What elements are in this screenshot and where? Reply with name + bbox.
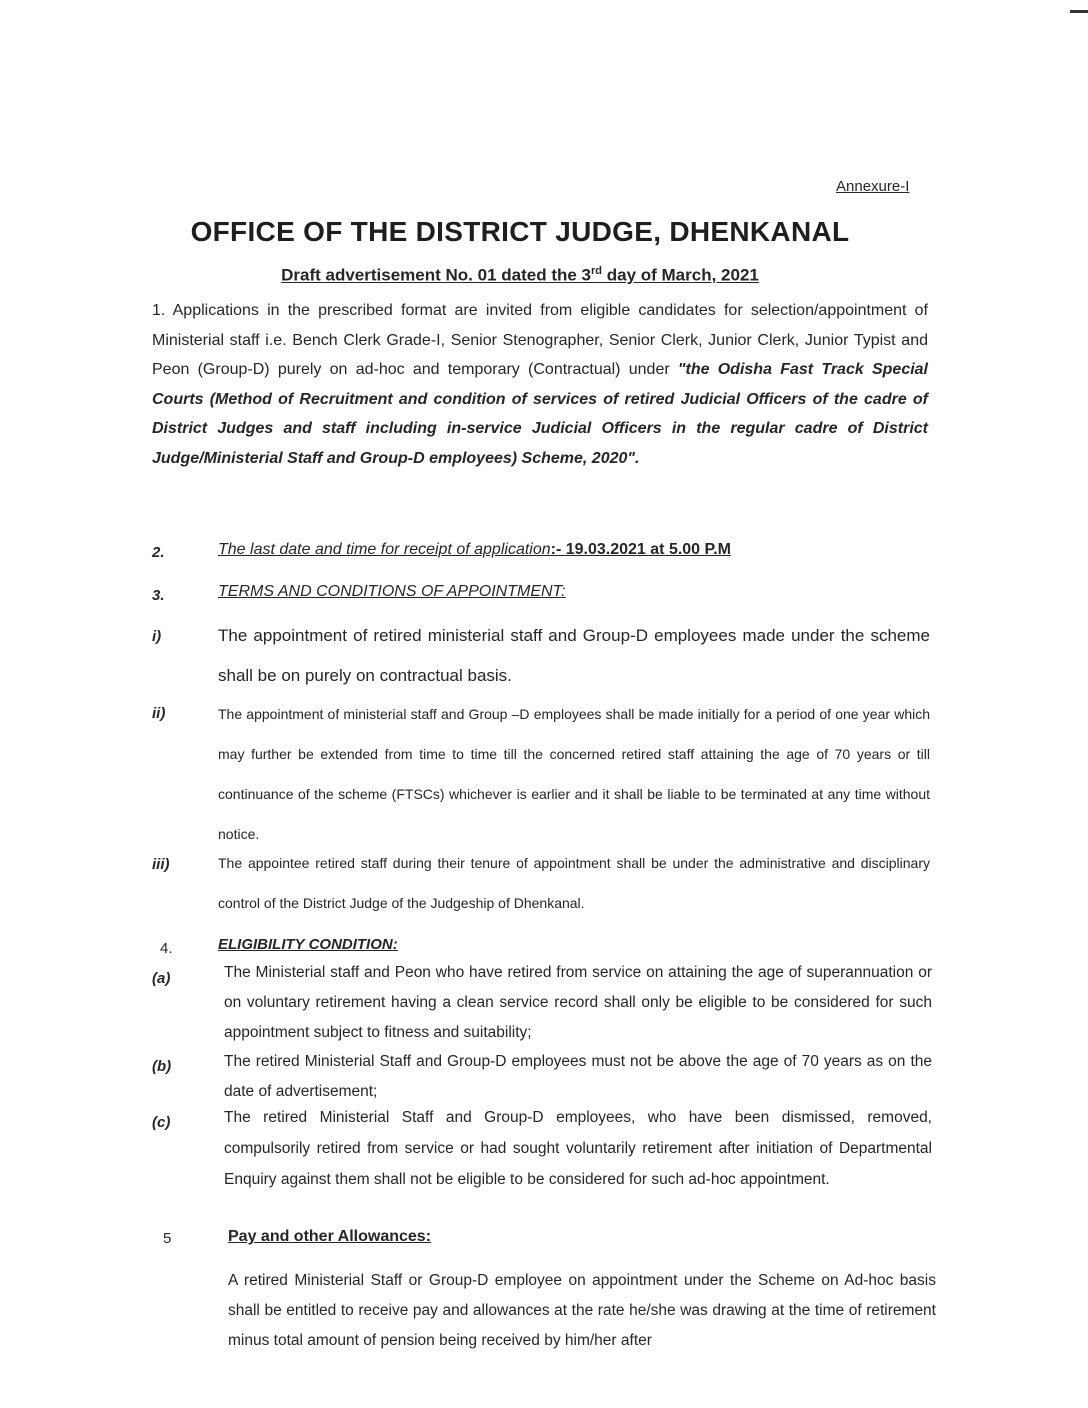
paragraph-1-text: 1. Applications in the prescribed format are invited from eligible candidates for selection/appointment of Ministerial staff i.e. Bench Clerk Grade-I, Senior Stenographer, Senior Clerk, Junior Clerk, Junior Typist and Peon (Group-D) purely on ad-hoc and temporary (Contractual) under <box>152 302 928 378</box>
eligibility-a-text: The Ministerial staff and Peon who have retired from service on attaining the age of superannuation or on voluntary retirement having a clean service record shall only be eligible to be considered for such appointment subject to fitness and suitability; <box>224 964 932 1041</box>
term-iii-text: The appointee retired staff during their tenure of appointment shall be under the administrative and disciplinary control of the District Judge of the Judgeship of Dhenkanal. <box>218 855 930 911</box>
advertisement-day: 3 <box>581 265 592 285</box>
scan-edge-mark <box>1070 10 1088 13</box>
item-5-number: 5 <box>163 1230 172 1247</box>
term-i-number: i) <box>152 628 162 645</box>
item-2-number: 2. <box>152 544 165 561</box>
terms-heading-colon: : <box>561 583 566 600</box>
scheme-name: "the Odisha Fast Track Special Courts (Method of Recruitment and condition of services of retired Judicial Officers of the cadre of District Judges and staff including in-service Judicial Officers in the regular cadre of District Judge/Ministerial Staff and Group-D employees) Scheme, 2020". <box>152 361 929 467</box>
paragraph-1 <box>152 296 928 473</box>
item-3-number: 3. <box>152 587 165 604</box>
advertisement-title-prefix: Draft advertisement No. 01 dated the <box>281 265 582 285</box>
advertisement-title-suffix: day of March, 2021 <box>602 265 759 285</box>
item-3-heading <box>218 583 566 601</box>
pay-text: A retired Ministerial Staff or Group-D employee on appointment under the Scheme on Ad-hoc basis shall be entitled to receive pay and allowances at the rate he/she was drawing at the time of retirement minus total amount of pension being received by him/her after <box>228 1272 936 1349</box>
eligibility-c-number: (c) <box>152 1114 171 1131</box>
eligibility-b-number: (b) <box>152 1058 172 1075</box>
term-i-text: The appointment of retired ministerial staff and Group-D employees made under the scheme shall be on purely on contractual basis. <box>218 626 930 685</box>
annexure-label: Annexure-I <box>836 178 910 195</box>
term-iii-number: iii) <box>152 856 170 873</box>
term-ii-text: The appointment of ministerial staff and Group –D employees shall be made initially for a period of one year which may further be extended from time to time till the concerned retired staff attaining the age of 70 years or till continuance of the scheme (FTSCs) whichever is earlier and it shall be liable to be terminated at any time without notice. <box>218 706 930 842</box>
terms-heading: TERMS AND CONDITIONS OF APPOINTMENT <box>218 583 562 600</box>
advertisement-day-suffix: rd <box>591 265 603 277</box>
eligibility-heading: ELIGIBILITY CONDITION: <box>218 936 398 953</box>
item-2-heading <box>218 541 731 559</box>
eligibility-b-text: The retired Ministerial Staff and Group-D employees must not be above the age of 70 years as on the date of advertisement; <box>224 1053 932 1100</box>
last-date-value: :- 19.03.2021 at 5.00 P.M <box>550 541 731 558</box>
office-title: OFFICE OF THE DISTRICT JUDGE, DHENKANAL <box>190 216 850 247</box>
eligibility-c-text: The retired Ministerial Staff and Group-D employees, who have been dismissed, removed, compulsorily retired from service or had sought voluntarily retirement after initiation of Departmental Enquiry against them shall not be eligible to be considered for such ad-hoc appointment. <box>224 1109 932 1188</box>
term-ii-number: ii) <box>152 705 166 722</box>
item-4-number: 4. <box>160 940 173 957</box>
eligibility-a-number: (a) <box>152 970 171 987</box>
advertisement-title <box>0 265 1040 286</box>
pay-heading: Pay and other Allowances: <box>228 1228 432 1245</box>
last-date-heading: The last date and time for receipt of application <box>218 541 551 558</box>
